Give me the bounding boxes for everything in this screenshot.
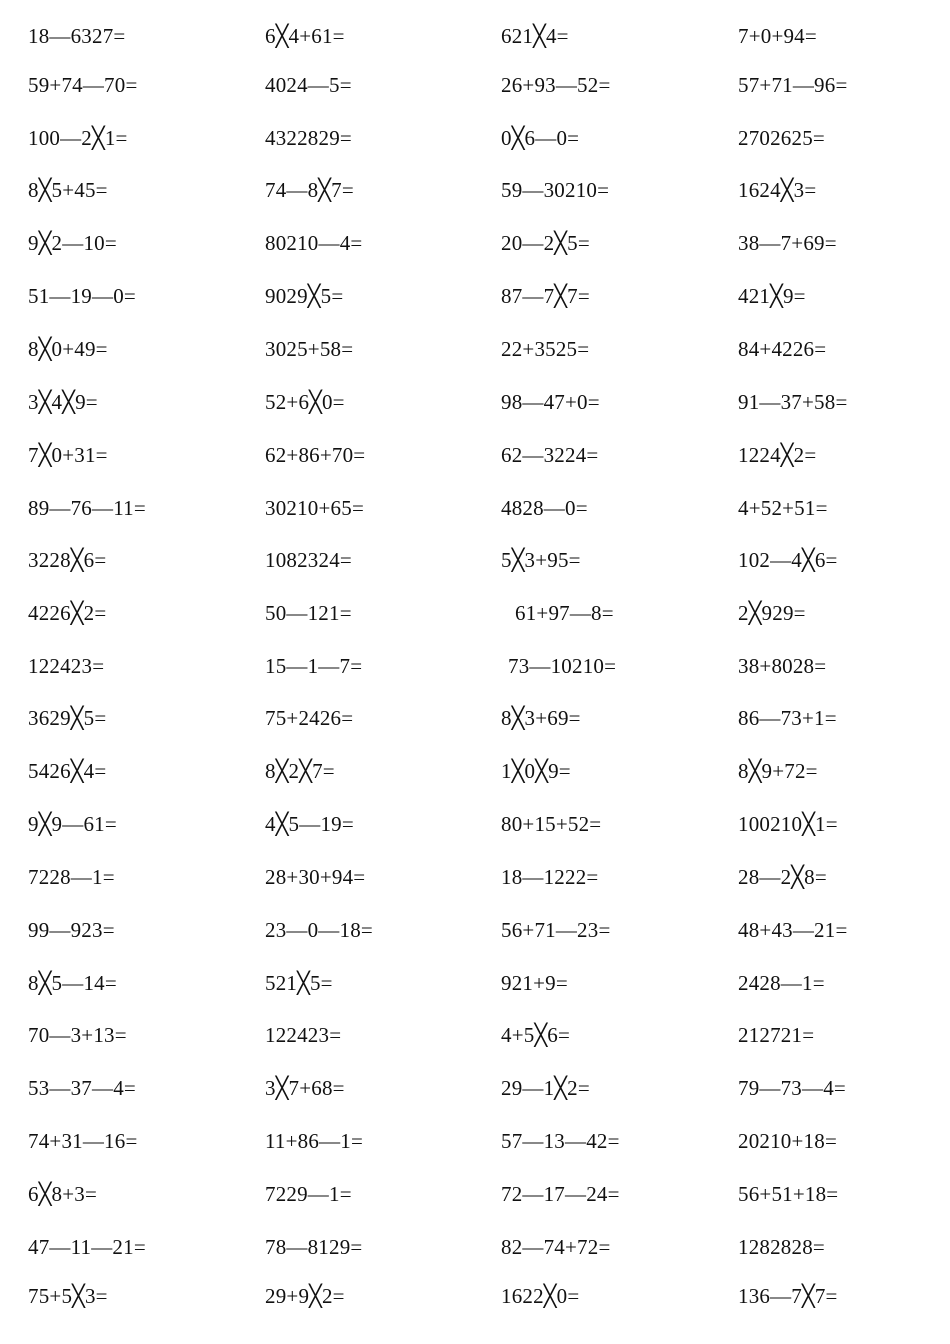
math-problem: 98—47+0= [501, 390, 600, 414]
math-problem: 56+51+18= [738, 1182, 839, 1206]
math-problem: 47—11—21= [28, 1235, 146, 1259]
math-problem: 74—8╳7= [265, 178, 354, 202]
math-problem: 100—2╳1= [28, 126, 128, 150]
problem-row [0, 276, 950, 316]
math-problem: 59+74—70= [28, 73, 138, 97]
math-problem: 80+15+52= [501, 812, 602, 836]
math-problem: 3╳4╳9= [28, 390, 98, 414]
problem-row [0, 65, 950, 105]
math-problem: 2╳929= [738, 601, 806, 625]
math-problem: 56+71—23= [501, 918, 611, 942]
problem-row [0, 382, 950, 422]
math-problem: 29+9╳2= [265, 1284, 345, 1308]
problem-row [0, 118, 950, 158]
math-problem: 212721= [738, 1023, 815, 1047]
math-problem: 2428—1= [738, 971, 825, 995]
problem-row [0, 857, 950, 897]
problem-row [0, 170, 950, 210]
math-problem: 7229—1= [265, 1182, 352, 1206]
problem-row [0, 593, 950, 633]
math-problem: 4828—0= [501, 496, 588, 520]
math-problem: 62—3224= [501, 443, 599, 467]
math-problem: 82—74+72= [501, 1235, 611, 1259]
math-problem: 9029╳5= [265, 284, 344, 308]
problem-row [0, 1174, 950, 1214]
math-problem: 8╳3+69= [501, 706, 581, 730]
math-problem: 28+30+94= [265, 865, 366, 889]
math-problem: 5426╳4= [28, 759, 107, 783]
math-problem: 3629╳5= [28, 706, 107, 730]
math-problem: 23—0—18= [265, 918, 373, 942]
math-problem: 9╳9—61= [28, 812, 117, 836]
math-problem: 73—10210= [508, 654, 617, 678]
math-problem: 78—8129= [265, 1235, 363, 1259]
math-problem: 7228—1= [28, 865, 115, 889]
math-problem: 5╳3+95= [501, 548, 581, 572]
math-problem: 86—73+1= [738, 706, 837, 730]
math-problem: 29—1╳2= [501, 1076, 590, 1100]
math-problem: 84+4226= [738, 337, 827, 361]
math-problem: 621╳4= [501, 24, 569, 48]
math-problem: 30210+65= [265, 496, 364, 520]
math-problem: 521╳5= [265, 971, 333, 995]
math-problem: 7╳0+31= [28, 443, 108, 467]
math-problem: 122423= [28, 654, 105, 678]
math-problem: 2702625= [738, 126, 825, 150]
math-problem: 70—3+13= [28, 1023, 127, 1047]
problem-row [0, 804, 950, 844]
math-problem: 89—76—11= [28, 496, 146, 520]
math-problem: 38+8028= [738, 654, 827, 678]
math-problem: 79—73—4= [738, 1076, 846, 1100]
math-problem: 1╳0╳9= [501, 759, 571, 783]
problem-row [0, 1015, 950, 1055]
math-problem: 4╳5—19= [265, 812, 354, 836]
math-problem: 62+86+70= [265, 443, 366, 467]
math-problem: 53—37—4= [28, 1076, 136, 1100]
math-problem: 75+2426= [265, 706, 354, 730]
math-problem: 102—4╳6= [738, 548, 838, 572]
problem-row [0, 435, 950, 475]
problem-row [0, 488, 950, 528]
math-problem: 3╳7+68= [265, 1076, 345, 1100]
math-problem: 1082324= [265, 548, 352, 572]
math-problem: 1622╳0= [501, 1284, 580, 1308]
problem-row [0, 16, 950, 56]
math-problem: 57+71—96= [738, 73, 848, 97]
math-problem: 7+0+94= [738, 24, 817, 48]
math-problem: 4322829= [265, 126, 352, 150]
math-problem: 48+43—21= [738, 918, 848, 942]
math-problem: 4+5╳6= [501, 1023, 571, 1047]
math-problem: 100210╳1= [738, 812, 838, 836]
problem-row [0, 910, 950, 950]
math-problem: 122423= [265, 1023, 342, 1047]
problem-row [0, 751, 950, 791]
problem-row [0, 698, 950, 738]
math-problem: 3025+58= [265, 337, 354, 361]
math-problem: 28—2╳8= [738, 865, 827, 889]
math-problem: 4226╳2= [28, 601, 107, 625]
math-problem: 11+86—1= [265, 1129, 364, 1153]
problem-row [0, 963, 950, 1003]
math-problem: 4024—5= [265, 73, 352, 97]
math-problem: 9╳2—10= [28, 231, 117, 255]
math-problem: 1282828= [738, 1235, 825, 1259]
math-problem: 18—1222= [501, 865, 599, 889]
math-problem: 61+97—8= [515, 601, 614, 625]
math-problem: 4+52+51= [738, 496, 828, 520]
problem-row [0, 540, 950, 580]
math-problem: 1624╳3= [738, 178, 817, 202]
problem-row [0, 223, 950, 263]
math-problem: 6╳4+61= [265, 24, 345, 48]
math-problem: 8╳5+45= [28, 178, 108, 202]
problem-row [0, 646, 950, 686]
math-problem: 72—17—24= [501, 1182, 620, 1206]
math-problem: 8╳9+72= [738, 759, 818, 783]
math-problem: 51—19—0= [28, 284, 136, 308]
problem-row [0, 1227, 950, 1267]
math-problem: 8╳0+49= [28, 337, 108, 361]
problem-row [0, 329, 950, 369]
math-problem: 421╳9= [738, 284, 806, 308]
math-problem: 59—30210= [501, 178, 610, 202]
math-problem: 921+9= [501, 971, 568, 995]
math-problem: 0╳6—0= [501, 126, 580, 150]
math-problem: 38—7+69= [738, 231, 837, 255]
math-problem: 75+5╳3= [28, 1284, 108, 1308]
math-problem: 3228╳6= [28, 548, 107, 572]
problem-row [0, 1121, 950, 1161]
math-problem: 20210+18= [738, 1129, 837, 1153]
math-problem: 6╳8+3= [28, 1182, 98, 1206]
math-problem: 91—37+58= [738, 390, 848, 414]
math-problem: 1224╳2= [738, 443, 817, 467]
math-problem: 15—1—7= [265, 654, 363, 678]
math-problem: 87—7╳7= [501, 284, 590, 308]
math-problem: 8╳2╳7= [265, 759, 335, 783]
math-problem: 99—923= [28, 918, 115, 942]
math-problem: 8╳5—14= [28, 971, 117, 995]
math-problem: 18—6327= [28, 24, 126, 48]
math-problem: 74+31—16= [28, 1129, 138, 1153]
math-problem: 20—2╳5= [501, 231, 590, 255]
problem-row [0, 1068, 950, 1108]
math-problem: 22+3525= [501, 337, 590, 361]
math-problem: 26+93—52= [501, 73, 611, 97]
math-problem: 80210—4= [265, 231, 363, 255]
math-problem: 136—7╳7= [738, 1284, 838, 1308]
problem-row [0, 1276, 950, 1316]
math-problem: 52+6╳0= [265, 390, 345, 414]
math-problem: 50—121= [265, 601, 352, 625]
math-problem: 57—13—42= [501, 1129, 620, 1153]
